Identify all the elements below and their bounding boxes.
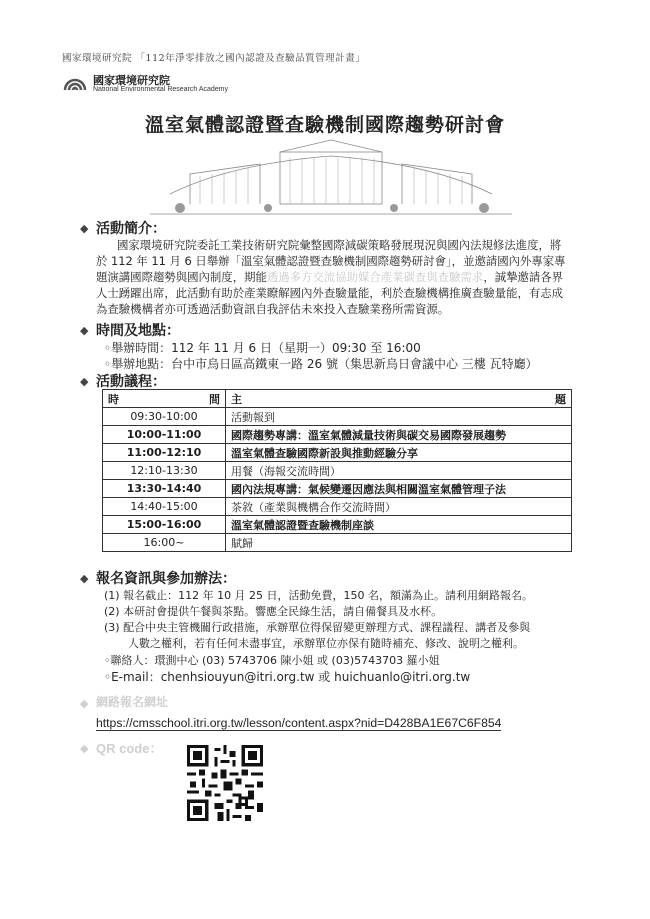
row-topic: 茶敘（產業與機構合作交流時間） — [226, 498, 572, 516]
table-row — [103, 444, 572, 462]
time-place-bullet-icon: ◆ — [80, 324, 89, 337]
agenda-bullet-icon: ◆ — [80, 375, 89, 388]
intro-line-4: 人士踴躍出席，此活動有助於產業瞭解國內外查驗量能，利於查驗機構推廣查驗量能，有志成 — [96, 286, 564, 300]
event-place: ◦舉辦地點：台中市烏日區高鐵東一路 26 號（集思新烏日會議中心 三樓 瓦特廳） — [104, 357, 538, 371]
registration-item-2: (2) 本研討會提供午餐與茶點。響應全民綠生活，請自備餐具及水杯。 — [104, 605, 443, 618]
org-name-en: National Environmental Research Academy — [93, 86, 229, 93]
row-topic: 賦歸 — [226, 534, 572, 552]
table-row — [103, 426, 572, 444]
intro-line-3b: 透過多方交流協助媒合產業碳查與查驗需求 — [266, 270, 484, 284]
registration-item-3a: (3) 配合中央主管機關行政措施，承辦單位得保留變更辦理方式、課程議程、講者及參與 — [104, 621, 531, 634]
row-time: 15:00-16:00 — [103, 516, 226, 534]
intro-line-1: 國家環境研究院委託工業技術研究院彙整國際減碳策略發展現況與國內法規修法進度，將 — [117, 238, 562, 252]
table-row — [103, 534, 572, 552]
qr-heading: QR code： — [96, 741, 163, 756]
page-title: 溫室氣體認證暨查驗機制國際趨勢研討會 — [144, 114, 505, 136]
row-topic: 國際趨勢專講：溫室氣體減量技術與碳交易國際發展趨勢 — [226, 426, 572, 444]
online-heading: 網路報名網址 — [96, 695, 169, 709]
col-time-b: 間 — [209, 392, 220, 406]
intro-bullet-icon: ◆ — [80, 222, 89, 235]
qr-code-icon[interactable] — [187, 745, 263, 821]
agenda-header-row — [103, 390, 572, 408]
event-time: ◦舉辦時間：112 年 11 月 6 日（星期一）09:30 至 16:00 — [104, 341, 421, 355]
agenda-heading: 活動議程： — [96, 374, 166, 390]
col-topic-header — [226, 390, 572, 408]
intro-heading: 活動簡介： — [96, 221, 166, 237]
table-row — [103, 462, 572, 480]
intro-line-3c: ，誠摯邀請各界 — [483, 270, 564, 284]
row-time: 11:00-12:10 — [103, 444, 226, 462]
row-topic: 國內法規專講：氣候變遷因應法與相關溫室氣體管理子法 — [226, 480, 572, 498]
contact-info: ◦聯絡人：環測中心 (03) 5743706 陳小姐 或 (03)5743703 羅小姐 — [104, 654, 440, 667]
registration-item-3b: 人數之權利，若有任何未盡事宜，承辦單位亦保有隨時補充、修改、說明之權利。 — [128, 637, 524, 650]
row-topic: 活動報到 — [226, 408, 572, 426]
row-time: 12:10-13:30 — [103, 462, 226, 480]
academy-logo-icon — [62, 70, 88, 96]
agenda-table — [102, 389, 572, 552]
registration-heading: 報名資訊與參加辦法： — [96, 571, 236, 587]
col-topic-a: 主 — [231, 392, 242, 406]
registration-url-link[interactable]: https://cmsschool.itri.org.tw/lesson/content.aspx?nid=D428BA1E67C6F854 — [96, 716, 502, 730]
org-name-zh: 國家環境研究院 — [93, 74, 170, 87]
intro-line-5: 為查驗機構者亦可透過活動資訊自我評估未來投入查驗業務所需資源。 — [96, 302, 450, 316]
intro-line-3 — [96, 269, 563, 285]
table-row — [103, 408, 572, 426]
time-place-heading: 時間及地點： — [96, 323, 180, 339]
qr-bullet-icon: ◆ — [80, 742, 89, 755]
venue-building-illustration — [150, 134, 512, 220]
row-time: 13:30-14:40 — [103, 480, 226, 498]
intro-line-2: 於 112 年 11 月 6 日舉辦「溫室氣體認證暨查驗機制國際趨勢研討會」，並邀請國內外專家專 — [96, 254, 566, 268]
row-time: 10:00-11:00 — [103, 426, 226, 444]
col-time-header — [103, 390, 226, 408]
contact-email[interactable]: ◦E-mail：chenhsiouyun@itri.org.tw 或 huichuanlo@itri.org.tw — [104, 670, 471, 684]
registration-bullet-icon: ◆ — [80, 572, 89, 585]
row-time: 16:00~ — [103, 534, 226, 552]
row-topic: 溫室氣體查驗國際新設與推動經驗分享 — [226, 444, 572, 462]
table-row — [103, 480, 572, 498]
col-topic-b: 題 — [555, 392, 566, 406]
online-bullet-icon: ◆ — [80, 697, 89, 710]
row-topic: 溫室氣體認證暨查驗機制座談 — [226, 516, 572, 534]
running-head: 國家環境研究院 「112年淨零排放之國內認證及查驗品質管理計畫」 — [62, 53, 366, 64]
intro-line-3a: 題演講國際趨勢與國內制度，期能 — [96, 270, 267, 284]
table-row — [103, 516, 572, 534]
row-topic: 用餐（海報交流時間） — [226, 462, 572, 480]
row-time: 14:40-15:00 — [103, 498, 226, 516]
col-time-a: 時 — [108, 392, 119, 406]
row-time: 09:30-10:00 — [103, 408, 226, 426]
table-row — [103, 498, 572, 516]
registration-item-1: (1) 報名截止：112 年 10 月 25 日，活動免費，150 名，額滿為止。請利用網路報名。 — [104, 589, 534, 602]
